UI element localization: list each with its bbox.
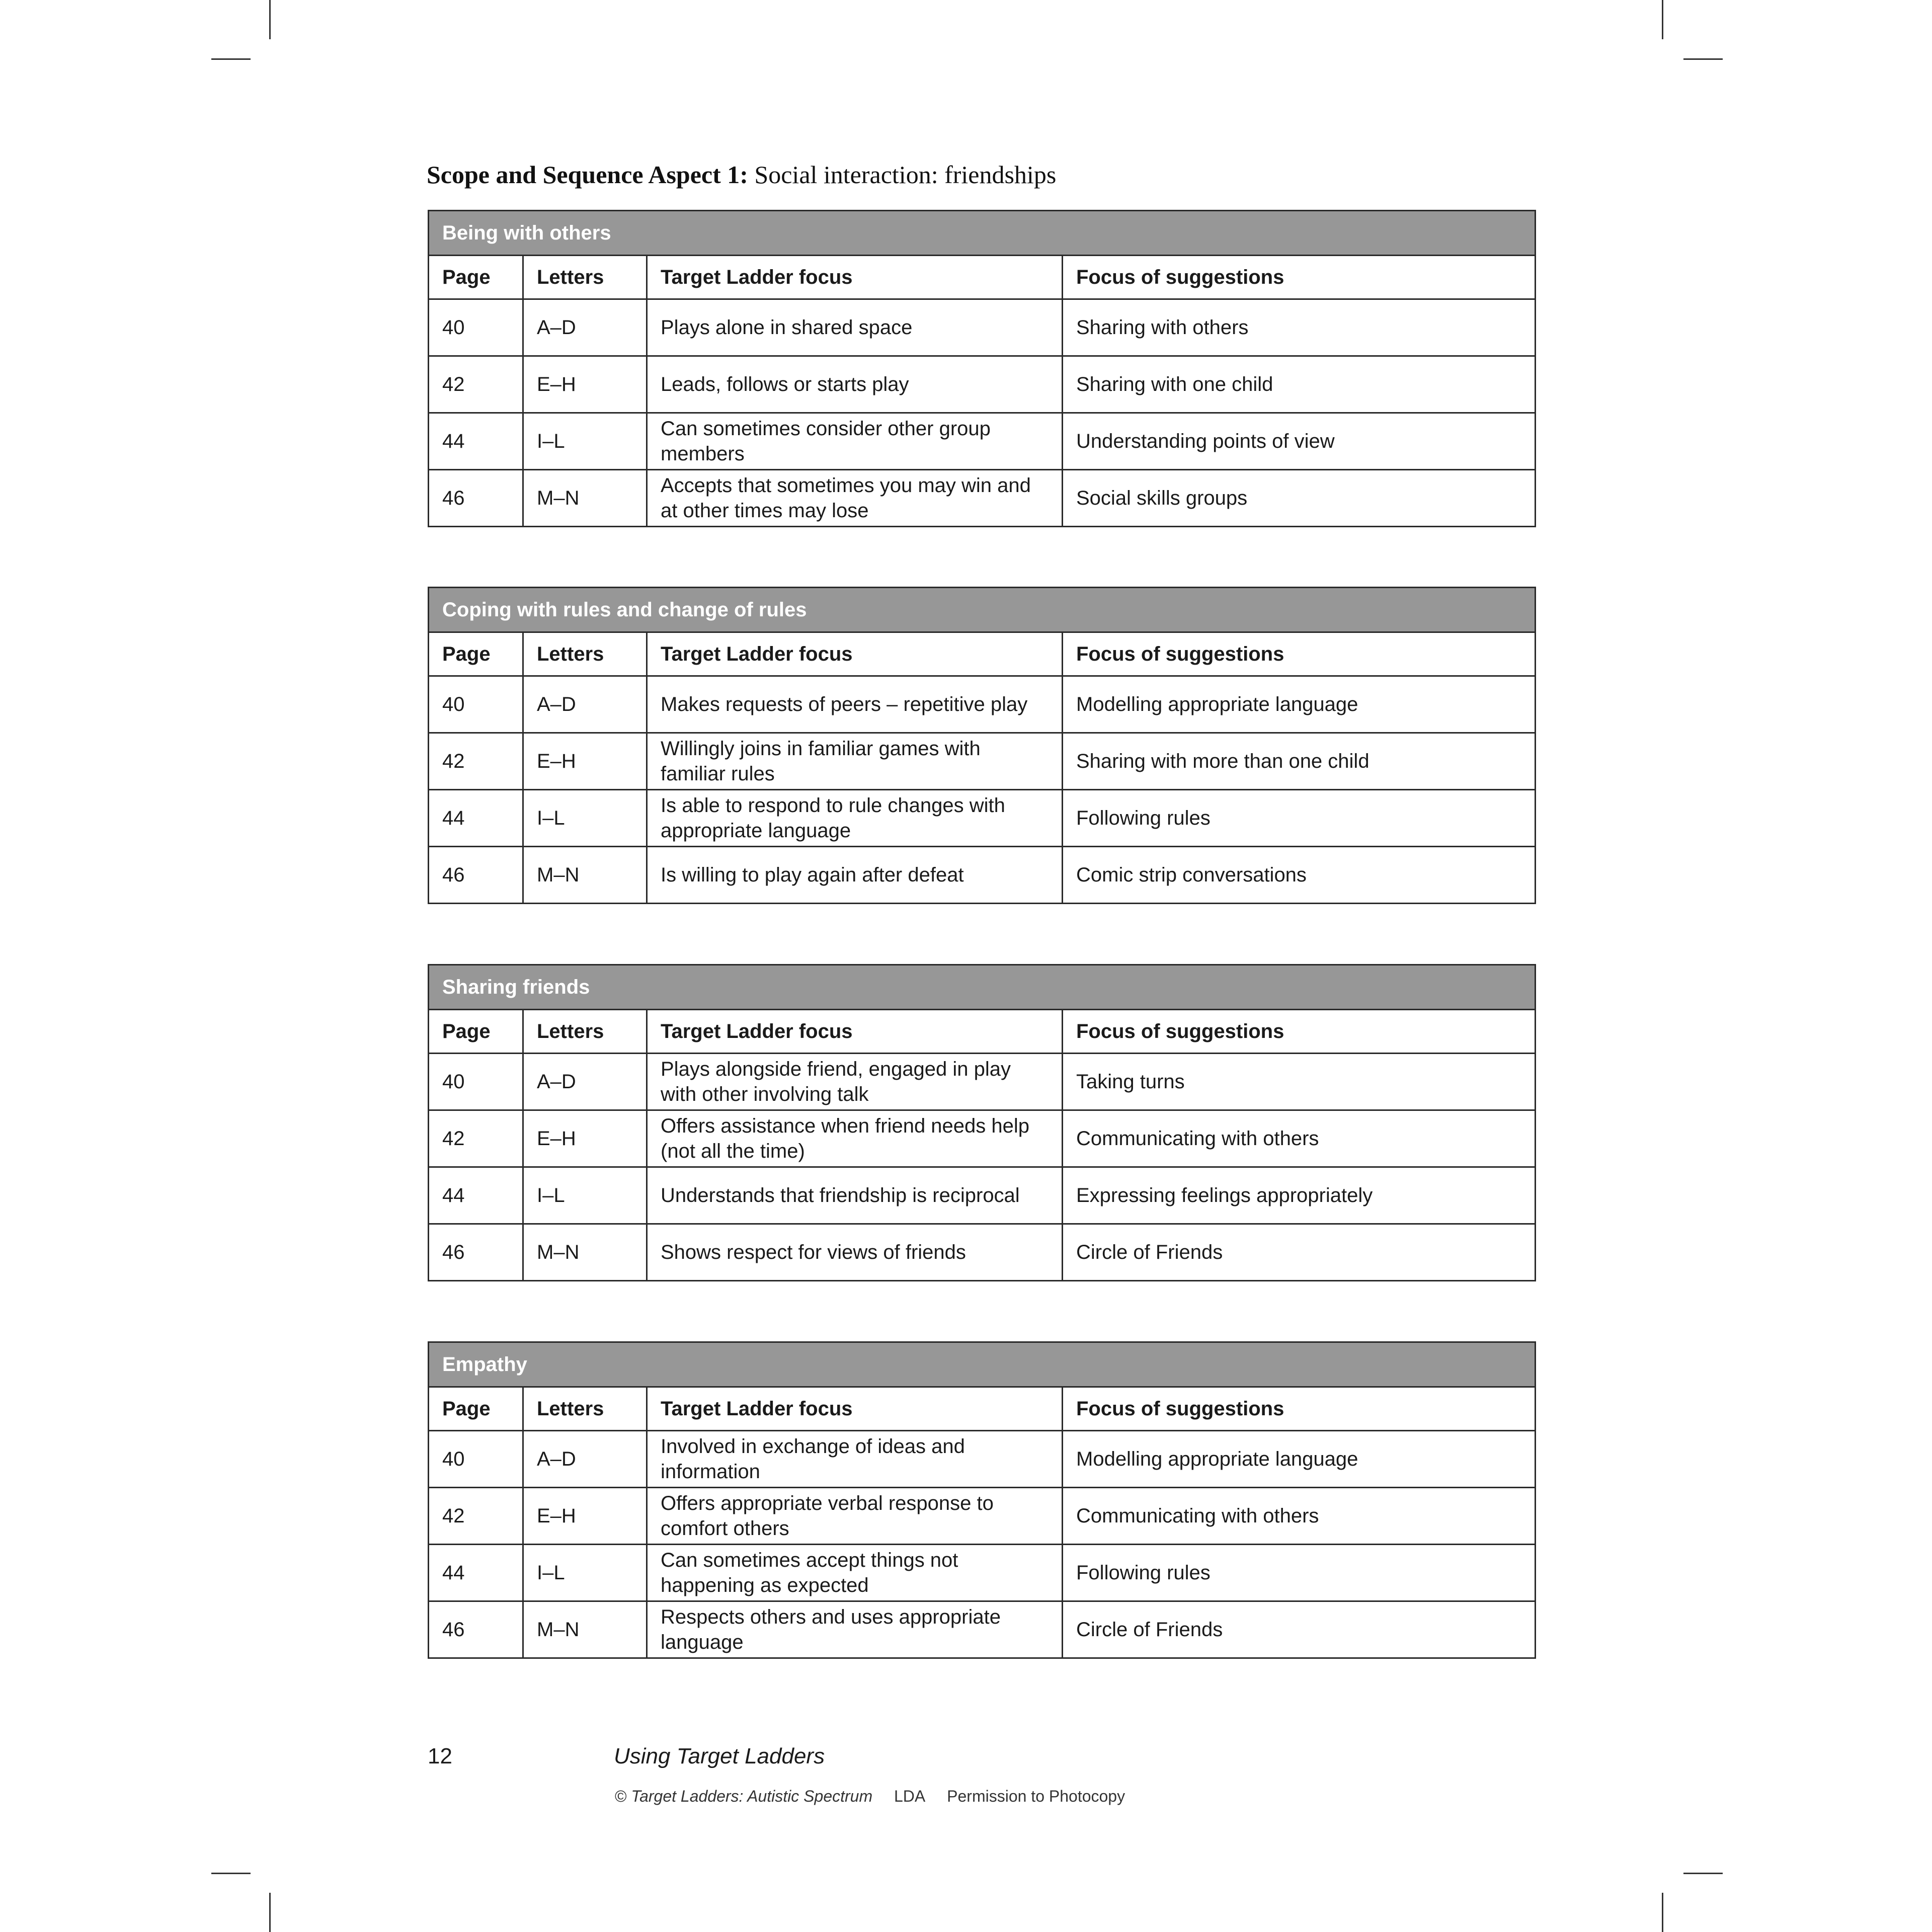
section-heading: Sharing friends [429, 965, 1536, 1010]
crop-mark [211, 1873, 251, 1874]
letters-cell: E–H [523, 733, 647, 790]
letters-cell: I–L [523, 1167, 647, 1224]
table-row [429, 1054, 1536, 1110]
page-cell: 42 [429, 356, 523, 413]
crop-mark [1662, 0, 1663, 39]
suggestion-cell: Comic strip conversations [1063, 847, 1536, 904]
table-row [429, 1224, 1536, 1281]
focus-cell: Offers assistance when friend needs help (not all the time) [647, 1110, 1063, 1167]
suggestion-cell: Following rules [1063, 790, 1536, 847]
copyright-book-title: Target Ladders: Autistic Spectrum [631, 1787, 873, 1805]
column-header-page: Page [429, 1010, 523, 1054]
column-header-suggestions: Focus of suggestions [1063, 256, 1536, 299]
focus-cell: Understands that friendship is reciprocal [647, 1167, 1063, 1224]
section-heading: Empathy [429, 1342, 1536, 1387]
copyright-line [615, 1787, 1125, 1806]
page-cell: 44 [429, 790, 523, 847]
focus-cell: Can sometimes accept things not happening as expected [647, 1545, 1063, 1601]
page-title-bold: Scope and Sequence Aspect 1: [427, 160, 748, 189]
page-cell: 44 [429, 1167, 523, 1224]
column-header-page: Page [429, 632, 523, 676]
suggestion-cell: Modelling appropriate language [1063, 676, 1536, 733]
page-cell: 46 [429, 470, 523, 527]
page-cell: 42 [429, 1488, 523, 1545]
table-row [429, 413, 1536, 470]
table-row [429, 356, 1536, 413]
table-row [429, 790, 1536, 847]
column-header-suggestions: Focus of suggestions [1063, 1010, 1536, 1054]
focus-cell: Can sometimes consider other group members [647, 413, 1063, 470]
suggestion-cell: Sharing with others [1063, 299, 1536, 356]
focus-cell: Plays alone in shared space [647, 299, 1063, 356]
focus-cell: Accepts that sometimes you may win and at other times may lose [647, 470, 1063, 527]
table-row [429, 299, 1536, 356]
column-header-focus: Target Ladder focus [647, 1010, 1063, 1054]
page-cell: 42 [429, 1110, 523, 1167]
table-row [429, 1545, 1536, 1601]
table-row [429, 1431, 1536, 1488]
column-header-letters: Letters [523, 1010, 647, 1054]
focus-cell: Makes requests of peers – repetitive play [647, 676, 1063, 733]
section-table-coping-with-rules [428, 587, 1536, 904]
page-cell: 40 [429, 299, 523, 356]
page-cell: 46 [429, 1601, 523, 1658]
focus-cell: Shows respect for views of friends [647, 1224, 1063, 1281]
running-footer-title: Using Target Ladders [614, 1744, 825, 1768]
suggestion-cell: Communicating with others [1063, 1110, 1536, 1167]
crop-mark [269, 1893, 271, 1932]
suggestion-cell: Taking turns [1063, 1054, 1536, 1110]
publisher-name: LDA [894, 1787, 926, 1805]
suggestion-cell: Modelling appropriate language [1063, 1431, 1536, 1488]
section-table-sharing-friends [428, 964, 1536, 1281]
suggestion-cell: Understanding points of view [1063, 413, 1536, 470]
letters-cell: E–H [523, 1488, 647, 1545]
focus-cell: Involved in exchange of ideas and information [647, 1431, 1063, 1488]
suggestion-cell: Expressing feelings appropriately [1063, 1167, 1536, 1224]
focus-cell: Leads, follows or starts play [647, 356, 1063, 413]
letters-cell: I–L [523, 413, 647, 470]
column-header-suggestions: Focus of suggestions [1063, 632, 1536, 676]
focus-cell: Respects others and uses appropriate language [647, 1601, 1063, 1658]
focus-cell: Plays alongside friend, engaged in play with other involving talk [647, 1054, 1063, 1110]
column-header-page: Page [429, 1387, 523, 1431]
suggestion-cell: Circle of Friends [1063, 1601, 1536, 1658]
column-header-letters: Letters [523, 256, 647, 299]
focus-cell: Offers appropriate verbal response to comfort others [647, 1488, 1063, 1545]
table-row [429, 470, 1536, 527]
crop-mark [1683, 58, 1723, 60]
table-row [429, 1601, 1536, 1658]
crop-mark [211, 58, 251, 60]
crop-mark [269, 0, 271, 39]
section-table-empathy [428, 1341, 1536, 1659]
letters-cell: A–D [523, 676, 647, 733]
table-row [429, 847, 1536, 904]
section-heading: Coping with rules and change of rules [429, 588, 1536, 632]
focus-cell: Is able to respond to rule changes with appropriate language [647, 790, 1063, 847]
table-row [429, 1488, 1536, 1545]
page-cell: 44 [429, 413, 523, 470]
page-cell: 46 [429, 1224, 523, 1281]
page-cell: 40 [429, 676, 523, 733]
focus-cell: Is willing to play again after defeat [647, 847, 1063, 904]
column-header-suggestions: Focus of suggestions [1063, 1387, 1536, 1431]
page-cell: 42 [429, 733, 523, 790]
column-header-letters: Letters [523, 1387, 647, 1431]
suggestion-cell: Circle of Friends [1063, 1224, 1536, 1281]
table-row [429, 733, 1536, 790]
section-table-being-with-others [428, 210, 1536, 527]
letters-cell: M–N [523, 1601, 647, 1658]
table-row [429, 676, 1536, 733]
table-row [429, 1110, 1536, 1167]
letters-cell: M–N [523, 1224, 647, 1281]
column-header-letters: Letters [523, 632, 647, 676]
letters-cell: A–D [523, 1054, 647, 1110]
page-number: 12 [428, 1744, 452, 1768]
page-cell: 40 [429, 1054, 523, 1110]
suggestion-cell: Communicating with others [1063, 1488, 1536, 1545]
table-row [429, 1167, 1536, 1224]
suggestion-cell: Following rules [1063, 1545, 1536, 1601]
column-header-page: Page [429, 256, 523, 299]
crop-mark [1683, 1873, 1723, 1874]
suggestion-cell: Social skills groups [1063, 470, 1536, 527]
letters-cell: I–L [523, 1545, 647, 1601]
page-title [427, 160, 1056, 189]
letters-cell: E–H [523, 356, 647, 413]
crop-mark [1662, 1893, 1663, 1932]
page-cell: 46 [429, 847, 523, 904]
section-heading: Being with others [429, 211, 1536, 256]
letters-cell: M–N [523, 470, 647, 527]
letters-cell: E–H [523, 1110, 647, 1167]
copyright-symbol: © [615, 1787, 627, 1805]
letters-cell: I–L [523, 790, 647, 847]
letters-cell: A–D [523, 299, 647, 356]
page-title-rest: Social interaction: friendships [754, 160, 1057, 189]
letters-cell: A–D [523, 1431, 647, 1488]
column-header-focus: Target Ladder focus [647, 632, 1063, 676]
permission-note: Permission to Photocopy [947, 1787, 1125, 1805]
page-cell: 44 [429, 1545, 523, 1601]
page-cell: 40 [429, 1431, 523, 1488]
suggestion-cell: Sharing with one child [1063, 356, 1536, 413]
column-header-focus: Target Ladder focus [647, 256, 1063, 299]
column-header-focus: Target Ladder focus [647, 1387, 1063, 1431]
letters-cell: M–N [523, 847, 647, 904]
suggestion-cell: Sharing with more than one child [1063, 733, 1536, 790]
focus-cell: Willingly joins in familiar games with familiar rules [647, 733, 1063, 790]
